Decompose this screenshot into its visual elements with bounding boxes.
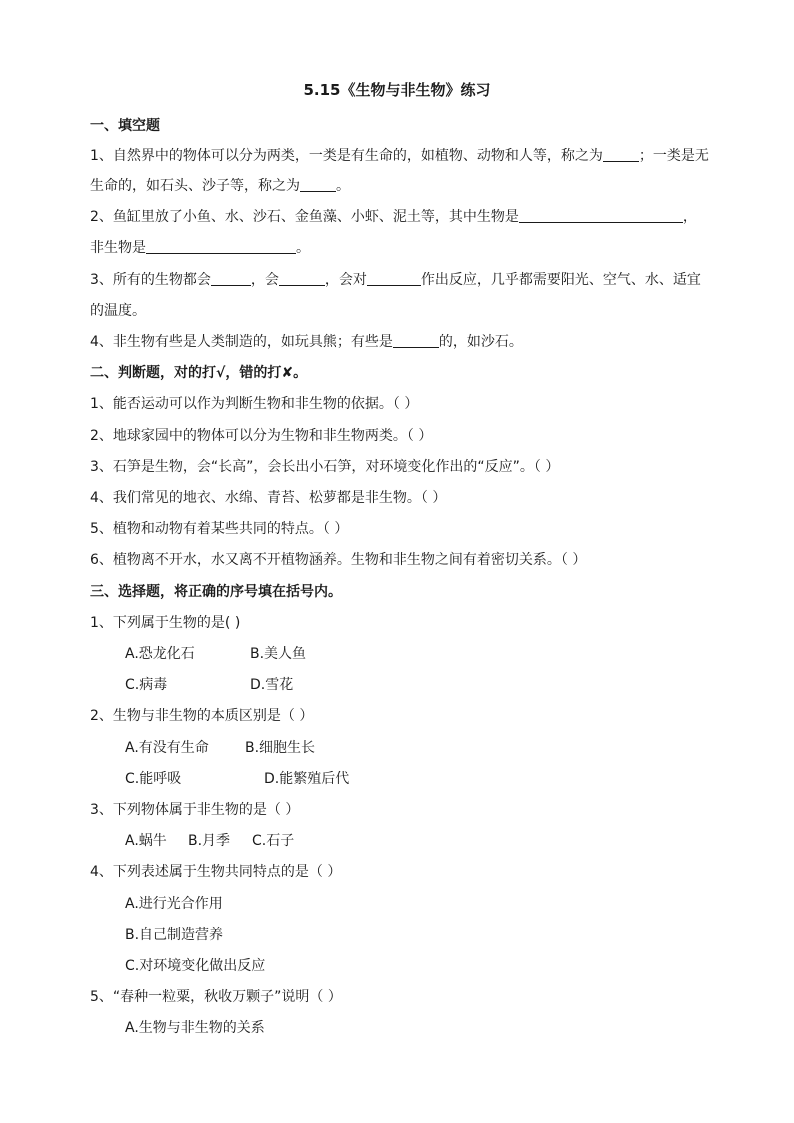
fill-q3-text-c: ，会对 — [324, 272, 367, 288]
fill-q3-text-a: 3、所有的生物都会 — [90, 272, 211, 288]
choice-q3-option-c: C.石子 — [252, 833, 295, 849]
choice-q3-option-b: B.月季 — [188, 833, 231, 849]
choice-q3-option-a: A.蜗牛 — [125, 833, 167, 849]
choice-q5-option-a: A.生物与非生物的关系 — [125, 1020, 265, 1036]
fill-q3-blank-3[interactable] — [367, 272, 421, 286]
worksheet-title: 5.15《生物与非生物》练习 — [303, 81, 491, 99]
fill-q3-blank-1[interactable] — [211, 272, 251, 286]
fill-q4-text-b: 的，如沙石。 — [438, 334, 523, 350]
fill-q2-text-c: 非生物是 — [90, 240, 146, 256]
choice-q1-option-a: A.恐龙化石 — [125, 646, 195, 662]
judge-item-3: 3、石笋是生物，会“长高”，会长出小石笋，对环境变化作出的“反应”。（ ） — [90, 459, 560, 475]
fill-question-3-line-1 — [90, 271, 701, 289]
fill-q1-blank-2[interactable] — [300, 178, 336, 192]
choice-q4-option-b: B.自己制造营养 — [125, 927, 224, 943]
choice-q1-option-d: D.雪花 — [250, 677, 294, 693]
fill-q3-blank-2[interactable] — [279, 272, 325, 286]
fill-q1-blank-1[interactable] — [603, 148, 639, 162]
judge-item-6: 6、植物离不开水，水又离不开植物涵养。生物和非生物之间有着密切关系。（ ） — [90, 552, 587, 568]
judge-item-4: 4、我们常见的地衣、水绵、青苔、松萝都是非生物。（ ） — [90, 490, 447, 506]
fill-q1-text-a: 1、自然界中的物体可以分为两类，一类是有生命的，如植物、动物和人等，称之为 — [90, 148, 603, 164]
fill-q1-text-c: 生命的，如石头、沙子等，称之为 — [90, 178, 300, 194]
fill-q4-blank-1[interactable] — [393, 334, 439, 348]
fill-q1-text-d: 。 — [336, 178, 350, 194]
fill-question-1-line-1 — [90, 147, 709, 165]
choice-q5-stem: 5、“春种一粒粟，秋收万颗子”说明（ ） — [90, 989, 342, 1005]
fill-question-2-line-1 — [90, 208, 697, 226]
choice-q4-option-c: C.对环境变化做出反应 — [125, 958, 266, 974]
choice-q2-option-a: A.有没有生命 — [125, 740, 209, 756]
fill-q2-text-b: ， — [682, 209, 697, 225]
fill-q2-text-a: 2、鱼缸里放了小鱼、水、沙石、金鱼藻、小虾、泥土等，其中生物是 — [90, 209, 519, 225]
choice-q4-option-a: A.进行光合作用 — [125, 896, 223, 912]
choice-q2-stem: 2、生物与非生物的本质区别是（ ） — [90, 708, 314, 724]
section-fill-heading: 一、填空题 — [90, 118, 160, 134]
fill-question-1-line-2 — [90, 177, 350, 195]
section-choice-heading: 三、选择题，将正确的序号填在括号内。 — [90, 584, 342, 600]
choice-q1-option-c: C.病毒 — [125, 677, 168, 693]
choice-q4-stem: 4、下列表述属于生物共同特点的是（ ） — [90, 864, 342, 880]
judge-item-1: 1、能否运动可以作为判断生物和非生物的依据。（ ） — [90, 396, 419, 412]
fill-question-3-line-2: 的温度。 — [90, 303, 146, 319]
fill-q3-text-d: 作出反应，几乎都需要阳光、空气、水、适宜 — [420, 272, 701, 288]
fill-question-4 — [90, 333, 523, 351]
choice-q1-stem: 1、下列属于生物的是( ) — [90, 615, 241, 631]
fill-q1-text-b: ；一类是无 — [638, 148, 709, 164]
judge-item-5: 5、植物和动物有着某些共同的特点。（ ） — [90, 521, 349, 537]
judge-item-2: 2、地球家园中的物体可以分为生物和非生物两类。（ ） — [90, 428, 433, 444]
fill-q2-text-d: 。 — [296, 240, 310, 256]
fill-q4-text-a: 4、非生物有些是人类制造的，如玩具熊；有些是 — [90, 334, 393, 350]
fill-q2-blank-1[interactable] — [519, 209, 683, 223]
fill-question-2-line-2 — [90, 239, 310, 257]
fill-q2-blank-2[interactable] — [146, 240, 296, 254]
choice-q1-option-b: B.美人鱼 — [250, 646, 307, 662]
choice-q2-option-b: B.细胞生长 — [245, 740, 316, 756]
section-judge-heading: 二、判断题，对的打√，错的打✘。 — [90, 365, 308, 381]
choice-q3-stem: 3、下列物体属于非生物的是（ ） — [90, 802, 300, 818]
fill-q3-text-b: ，会 — [250, 272, 279, 288]
choice-q2-option-d: D.能繁殖后代 — [264, 771, 350, 787]
choice-q2-option-c: C.能呼吸 — [125, 771, 182, 787]
